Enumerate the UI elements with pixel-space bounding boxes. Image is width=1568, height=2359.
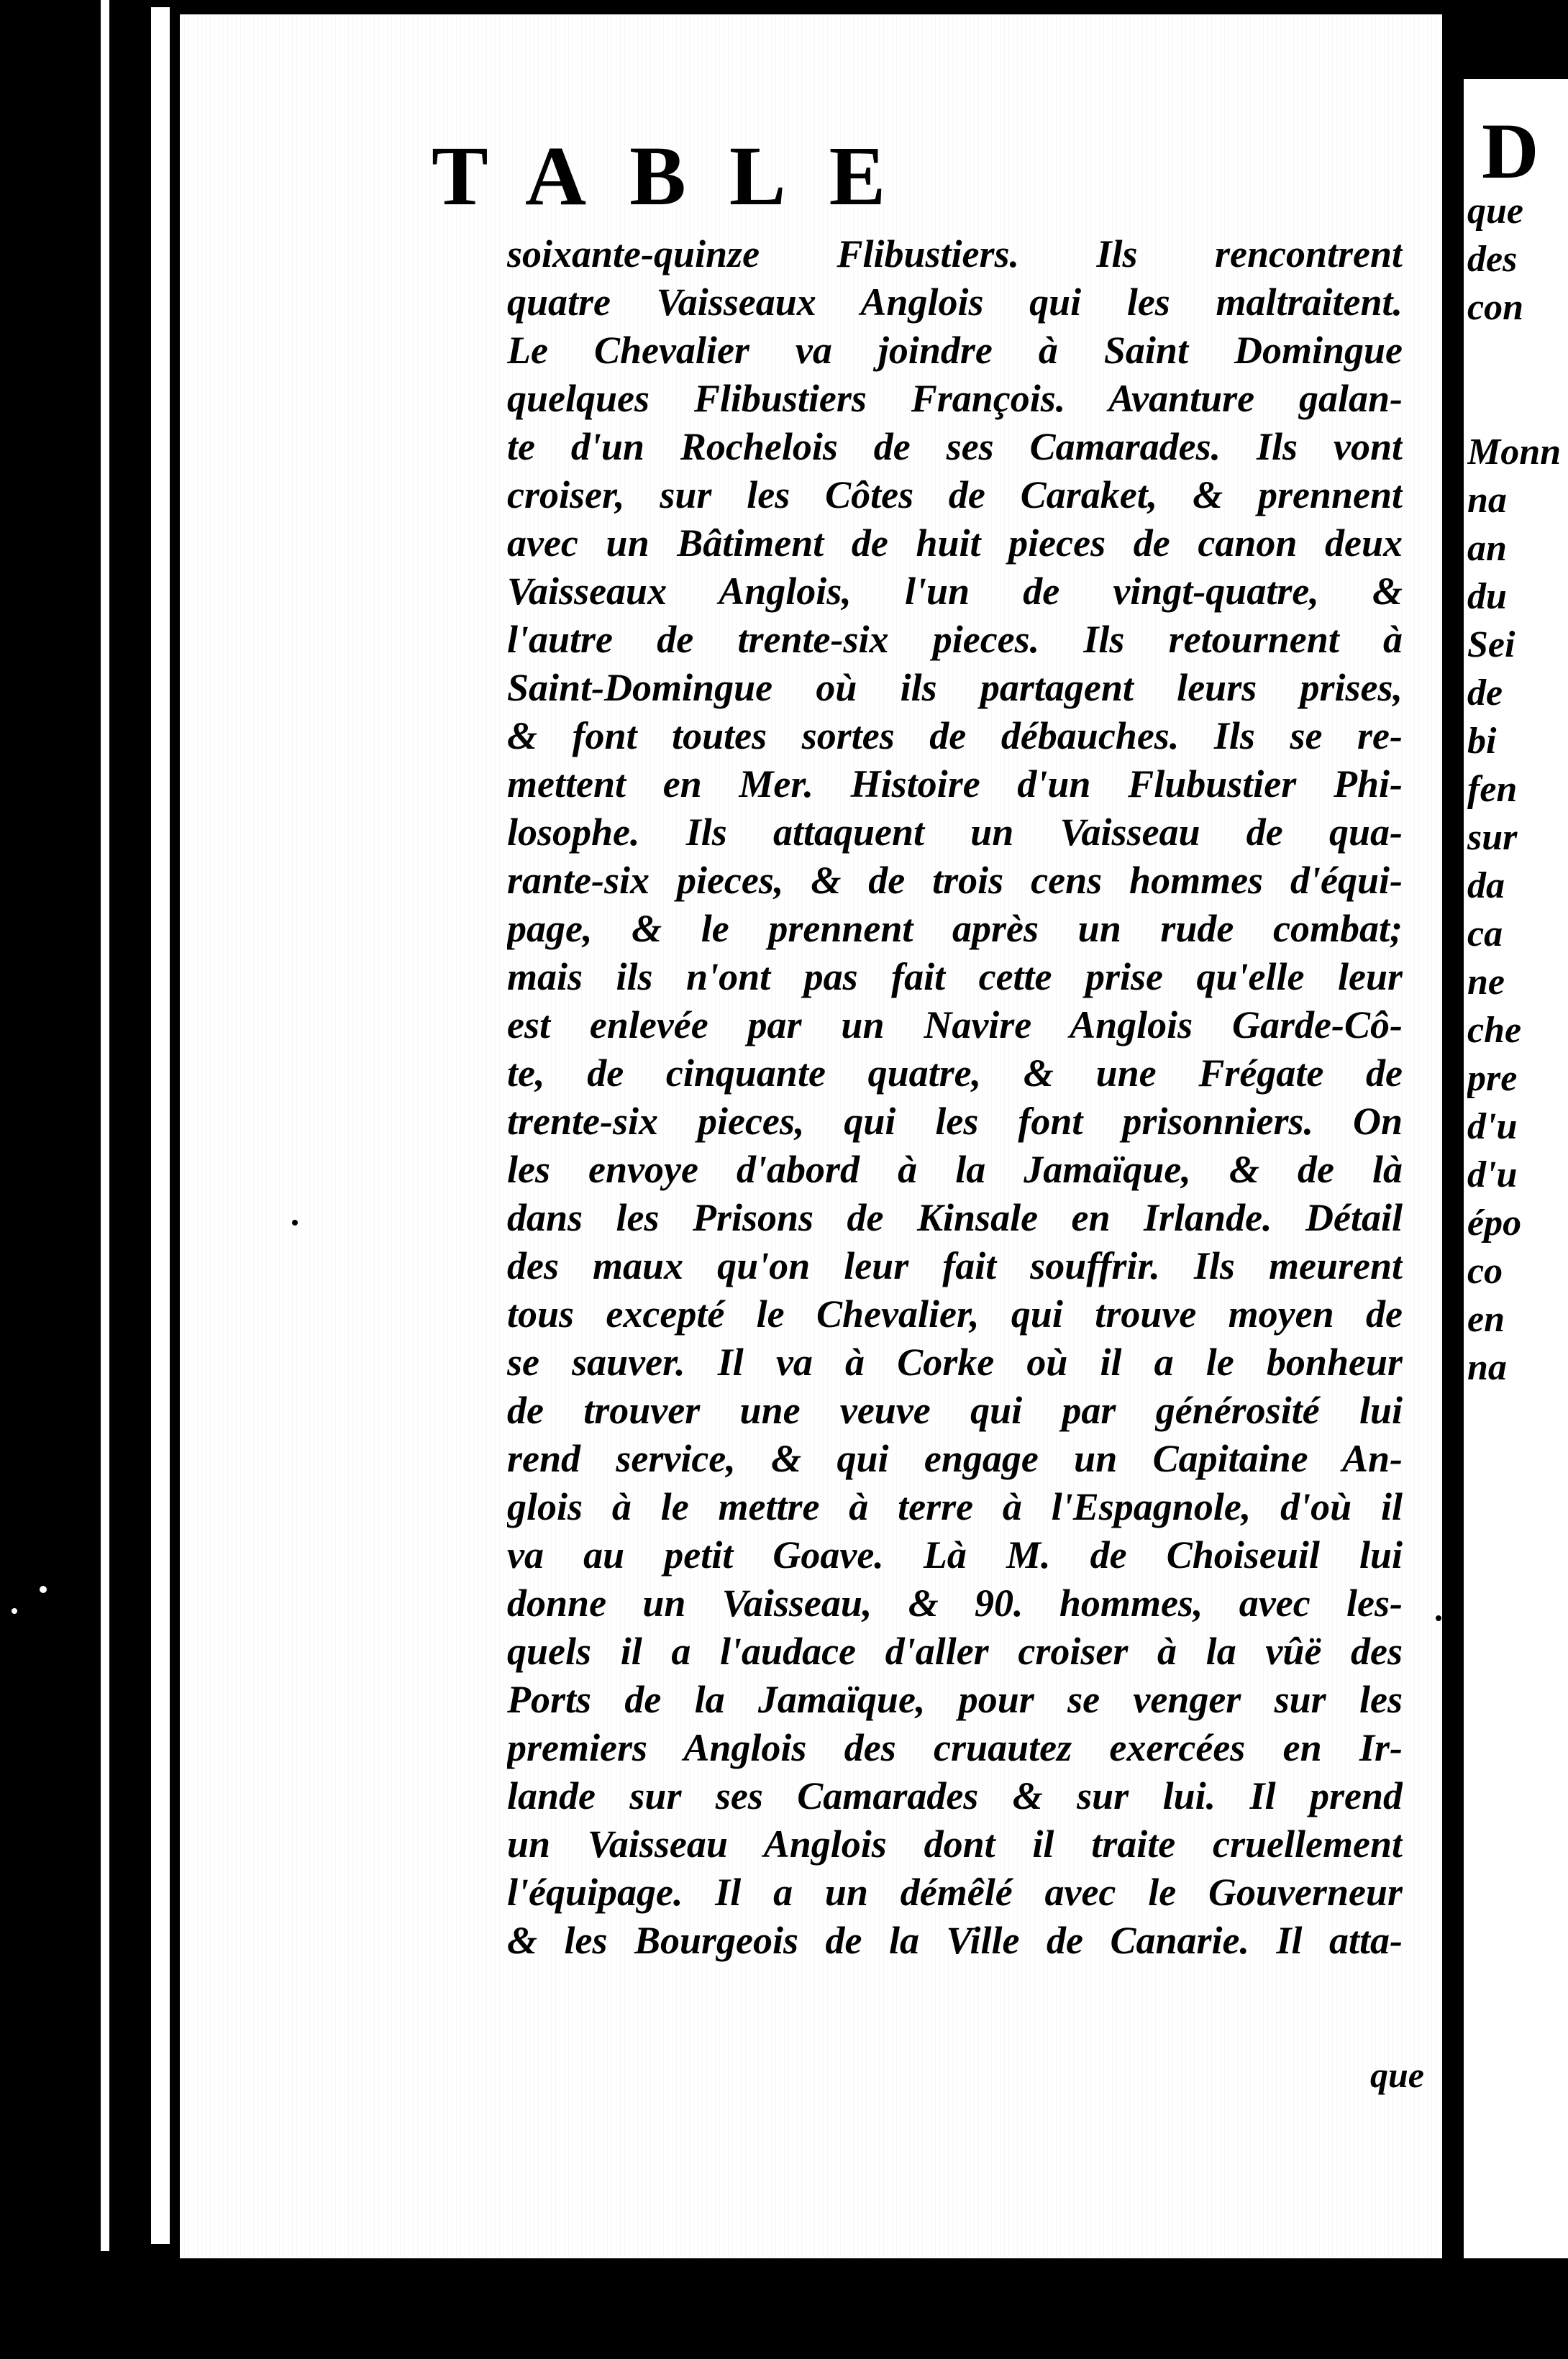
text-line: Saint-Domingue où ils partagent leurs prises, [507, 666, 1403, 709]
text-line: est enlevée par un Navire Anglois Garde-Cô- [507, 1003, 1403, 1046]
text-line: lande sur ses Camarades & sur lui. Il prend [507, 1774, 1403, 1817]
text-line: les envoye d'abord à la Jamaïque, & de là [507, 1148, 1403, 1191]
catchword: que [1370, 2055, 1424, 2095]
text-line: va au petit Goave. Là M. de Choiseuil lui [507, 1533, 1403, 1577]
speck [40, 1586, 47, 1593]
text-line: quels il a l'audace d'aller croiser à la vûë des [507, 1630, 1403, 1673]
text-line: Ports de la Jamaïque, pour se venger sur les [507, 1678, 1403, 1721]
right-text-line: que [1467, 191, 1523, 232]
text-line: se sauver. Il va à Corke où il a le bonheur [507, 1341, 1403, 1384]
text-line: rend service, & qui engage un Capitaine An- [507, 1437, 1403, 1480]
text-line: des maux qu'on leur fait souffrir. Ils meurent [507, 1244, 1403, 1287]
right-text-line: du [1467, 576, 1507, 617]
text-line: glois à le mettre à terre à l'Espagnole, d'où il [507, 1485, 1403, 1528]
text-line: soixante-quinze Flibustiers. Ils rencontrent [507, 232, 1403, 275]
text-line: & les Bourgeois de la Ville de Canarie. Il atta- [507, 1919, 1403, 1962]
text-line: l'équipage. Il a un démêlé avec le Gouverneur [507, 1871, 1403, 1914]
right-text-line: bi [1467, 721, 1497, 762]
right-text-line: pre [1467, 1058, 1518, 1099]
right-text-line: de [1467, 672, 1503, 713]
right-text-line: Sei [1467, 624, 1515, 665]
right-page-running-head: D [1482, 107, 1539, 195]
text-line: quelques Flibustiers François. Avanture galan- [507, 377, 1403, 420]
right-text-line: an [1467, 528, 1507, 569]
right-text-line: fen [1467, 769, 1518, 810]
right-text-line: d'u [1467, 1154, 1518, 1195]
text-line: Vaisseaux Anglois, l'un de vingt-quatre, & [507, 570, 1403, 613]
right-text-line: ca [1467, 913, 1503, 954]
text-line: & font toutes sortes de débauches. Ils se re- [507, 714, 1403, 757]
speck [1436, 1615, 1441, 1621]
right-text-line: co [1467, 1251, 1503, 1292]
right-text-line: épo [1467, 1203, 1522, 1244]
right-text-line: che [1467, 1010, 1522, 1051]
right-text-line: ne [1467, 962, 1505, 1003]
right-text-line: des [1467, 239, 1518, 280]
text-line: te d'un Rochelois de ses Camarades. Ils vont [507, 425, 1403, 468]
page-running-head: TABLE [432, 129, 929, 223]
right-text-line: d'u [1467, 1106, 1518, 1147]
right-text-line: en [1467, 1299, 1505, 1340]
text-line: te, de cinquante quatre, & une Frégate de [507, 1051, 1403, 1095]
right-text-line: na [1467, 480, 1507, 521]
text-line: tous excepté le Chevalier, qui trouve moyen de [507, 1292, 1403, 1336]
right-text-line: da [1467, 865, 1505, 906]
text-line: avec un Bâtiment de huit pieces de canon deux [507, 521, 1403, 565]
text-line: l'autre de trente-six pieces. Ils retournent à [507, 618, 1403, 661]
speck [12, 1608, 17, 1614]
text-line: Le Chevalier va joindre à Saint Domingue [507, 329, 1403, 372]
right-text-line: Monn [1467, 432, 1562, 473]
text-line: premiers Anglois des cruautez exercées en Ir- [507, 1726, 1403, 1769]
text-line: page, & le prennent après un rude combat; [507, 907, 1403, 950]
text-line: de trouver une veuve qui par générosité lui [507, 1389, 1403, 1432]
right-text-line: con [1467, 287, 1523, 328]
right-text-line: na [1467, 1347, 1507, 1388]
text-line: dans les Prisons de Kinsale en Irlande. Détail [507, 1196, 1403, 1239]
text-line: croiser, sur les Côtes de Caraket, & prennent [507, 473, 1403, 516]
text-line: mettent en Mer. Histoire d'un Flubustier Phi- [507, 762, 1403, 806]
speck [292, 1220, 298, 1226]
text-line: trente-six pieces, qui les font prisonniers. On [507, 1100, 1403, 1143]
right-text-line: sur [1467, 817, 1518, 858]
text-line: donne un Vaisseau, & 90. hommes, avec les- [507, 1582, 1403, 1625]
text-line: losophe. Ils attaquent un Vaisseau de qua- [507, 811, 1403, 854]
text-line: un Vaisseau Anglois dont il traite cruellement [507, 1822, 1403, 1866]
text-line: quatre Vaisseaux Anglois qui les maltraitent. [507, 280, 1403, 324]
text-line: mais ils n'ont pas fait cette prise qu'elle leur [507, 955, 1403, 998]
text-line: rante-six pieces, & de trois cens hommes d'équi- [507, 859, 1403, 902]
